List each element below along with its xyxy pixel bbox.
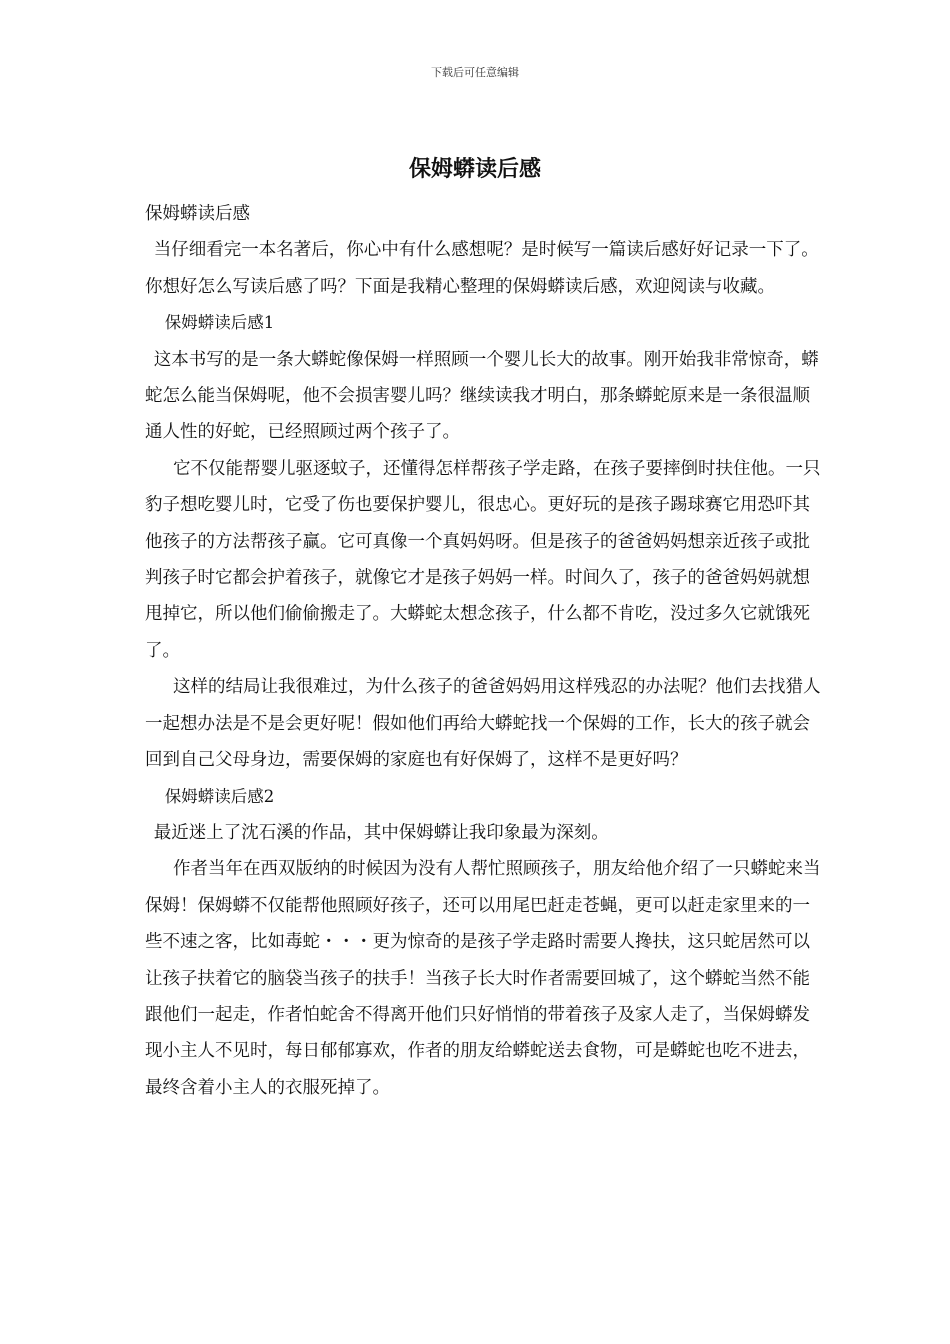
paragraph: 这样的结局让我很难过，为什么孩子的爸爸妈妈用这样残忍的办法呢？他们去找猎人一起想办法是不是会更好呢！假如他们再给大蟒蛇找一个保姆的工作，长大的孩子就会回到自己父母身边，需要保姆的家庭也有好保姆了，这样不是更好吗？ [145, 677, 821, 771]
section-heading-1: 保姆蟒读后感1 [164, 313, 275, 333]
paragraph: 这本书写的是一条大蟒蛇像保姆一样照顾一个婴儿长大的故事。刚开始我非常惊奇，蟒蛇怎么能当保姆呢，他不会损害婴儿吗？继续读我才明白，那条蟒蛇原来是一条很温顺通人性的好蛇，已经照顾过两个孩子了。 [145, 349, 819, 443]
paragraph-intro: 当仔细看完一本名著后，你心中有什么感想呢？是时候写一篇读后感好好记录一下了。你想好怎么写读后感了吗？下面是我精心整理的保姆蟒读后感，欢迎阅读与收藏。 [145, 240, 819, 297]
page-title: 保姆蟒读后感 [408, 157, 541, 182]
paragraph: 作者当年在西双版纳的时候因为没有人帮忙照顾孩子，朋友给他介绍了一只蟒蛇来当保姆！保姆蟒不仅能帮他照顾好孩子，还可以用尾巴赶走苍蝇，更可以赶走家里来的一些不速之客，比如毒蛇・・・更为惊奇的是孩子学走路时需要人搀扶，这只蛇居然可以让孩子扶着它的脑袋当孩子的扶手！当孩子长大时作者需要回城了，这个蟒蛇当然不能跟他们一起走，作者怕蛇舍不得离开他们只好悄悄的带着孩子及家人走了，当保姆蟒发现小主人不见时，每日郁郁寡欢，作者的朋友给蟒蛇送去食物，可是蟒蛇也吃不进去，最终含着小主人的衣服死掉了。 [145, 859, 821, 1098]
header-note: 下载后可任意编辑 [431, 66, 519, 79]
paragraph-subtitle: 保姆蟒读后感 [145, 204, 250, 224]
document-body [145, 196, 825, 1106]
paragraph: 最近迷上了沈石溪的作品，其中保姆蟒让我印象最为深刻。 [153, 822, 609, 843]
paragraph: 它不仅能帮婴儿驱逐蚊子，还懂得怎样帮孩子学走路，在孩子要摔倒时扶住他。一只豹子想吃婴儿时，它受了伤也要保护婴儿，很忠心。更好玩的是孩子踢球赛它用恐吓其他孩子的方法帮孩子赢。它可真像一个真妈妈呀。但是孩子的爸爸妈妈想亲近孩子或批判孩子时它都会护着孩子，就像它才是孩子妈妈一样。时间久了，孩子的爸爸妈妈就想甩掉它，所以他们偷偷搬走了。大蟒蛇太想念孩子，什么都不肯吃，没过多久它就饿死了。 [145, 458, 821, 661]
section-heading-2: 保姆蟒读后感2 [164, 786, 275, 806]
